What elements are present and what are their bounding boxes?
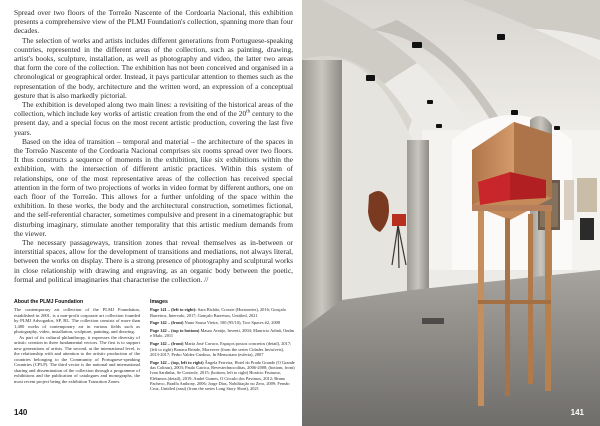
caption-item: Page 141 – (left to right): Sara Bichão, Crossie (Horizontes), 2016; Gonçalo Barreiros, Intervalo, 2017; Gonçalo Barreiros, Untitled, 2021: [150, 307, 286, 318]
gallery-photograph: [302, 0, 600, 426]
main-paragraph-2: The selection of works and artists includes different generations from Portuguese-speaking countries, represented in the different areas of the collection, such as painting, drawing, artist's books, sculpture, installation, as well as photography and video, the latter two areas that form the core of the collection. The exhibition has not been conceived and organised in a chronological or geographical order. Instead, it pays particular attention to themes such as the representation of the body, architecture and the written word, an expression of a conceptual gesture that is also markedly pictorial.: [14, 35, 293, 100]
caption-item: Page 142 – (top, left to right) Ângela Ferreira, Hotel do Prado Grande (O Grande das Colinas), 2003; Paulo Catrica, Revestechnocolítas, 2006-2008; (bottom, front) Ivan Sardinha, Se Controle, 2015; (bottom, left to right) Horácio Frutuoso, Eléfantos (detail), 2019; André Gomes, O Círculo dos Pavimos, 2012; Bruno Pacheco, Bradfa Anthony, 2006; Jorge Dias, Nobilitação no Zero, 2009; Fernão Cruz, Untitled (ansi) (from the series Long Story Short), 2021: [150, 359, 295, 392]
about-paragraph-1: The contemporary art collection of the PLMJ Foundation, established in 2001, is a non-profit corporate art collection founded by PLMJ Advogados, SP, RL. The collection consists of more than 1,400 works of contemporary art in various fields such as photography, video, installation, sculpture, painting, and drawing.: [14, 307, 140, 334]
captions-heading: Images: [150, 299, 168, 305]
caption-item: Page 142 – (front) Maria José Cavaco, Espaços possos concretos (detail), 2017; (left to right) Bonaca Brinde, Moreover (from the series Cidades Invisíveis), 2013-2017; Pedro Valdez Cardoso, In Memoriam (esferia), 2007: [150, 341, 292, 357]
image-captions: [150, 300, 295, 394]
page-number-right: 141: [570, 408, 584, 417]
page-number-left: 140: [14, 408, 28, 417]
main-paragraph-5: The necessary passageways, transition zones that reveal themselves as in-between or interstitial spaces, allow for the development of transitions and mediations, not always literal, between the works on display. There is a strong presence of photography and sculptural works in close relationship with drawing and engraving, as an organic body between the poetic, formal and political imaginaries that characterise the collection. //: [14, 238, 293, 284]
caption-item: Page 142 – (top to bottom) Mauro Araújo, Inventi, 2004; Mauricio Adinã, Ondas e Malo, 2011: [150, 328, 295, 339]
main-paragraph-3: The exhibition is developed along two main lines: a revisiting of the historical areas of the collection, which include key works of artistic creation from the end of the 20th century to the present day, and a special focus on the most recent artistic production, covering the last five years.: [14, 100, 293, 137]
gallery-photo-svg: [302, 0, 600, 426]
main-text: [14, 8, 293, 284]
caption-item: Page 142 – (front) Nuno Sousa Vieira, 100 (95/10), Two Spaces #2, 2008: [150, 320, 281, 326]
about-section: [14, 300, 140, 384]
main-paragraph-1: Spread over two floors of the Torreão Nascente of the Cordoaria Nacional, this exhibition presents a comprehensive view of the PLMJ Foundation's collection, spanning more than four decades.: [14, 8, 293, 36]
main-paragraph-4: Based on the idea of transition – temporal and material – the architecture of the spaces in the Torreão Nascente of the Cordoaria Nacional comprises six rooms spread over two floors. It thus constructs a sequence of moments in the exhibition, like six exhibitions within the exhibition, with the intersection of different artistic practices. Within this system of relationships, one of the most representative areas of the collection has received special attention in the form of two projections of works in video format by different authors, one on each floor of the Torreão. This allows for a further unfolding of the space within the exhibition. In these works, the body and the architectural construction, sometimes fictional, and the self-referential character, sometimes compulsive and present in a cinematographic but disturbing imaginary, stimulate another temporality that this artistic medium demands from the viewer.: [14, 136, 293, 238]
about-paragraph-2: As part of its cultural philanthropy, it expresses the diversity of artistic creation in three fundamental vectors. The first is to support new generations of artists. The second, at the international level, is the relationship with and attention to the artistic production of the countries belonging to the Community of Portuguese-speaking Countries (CPLP). The third vector is the national and international sharing and dissemination of the collection through a programme of exhibitions and the publication of catalogues and monographs, the most recent project being the exhibition Transition Zones.: [14, 334, 140, 384]
about-heading: About the PLMJ Foundation: [14, 299, 84, 305]
